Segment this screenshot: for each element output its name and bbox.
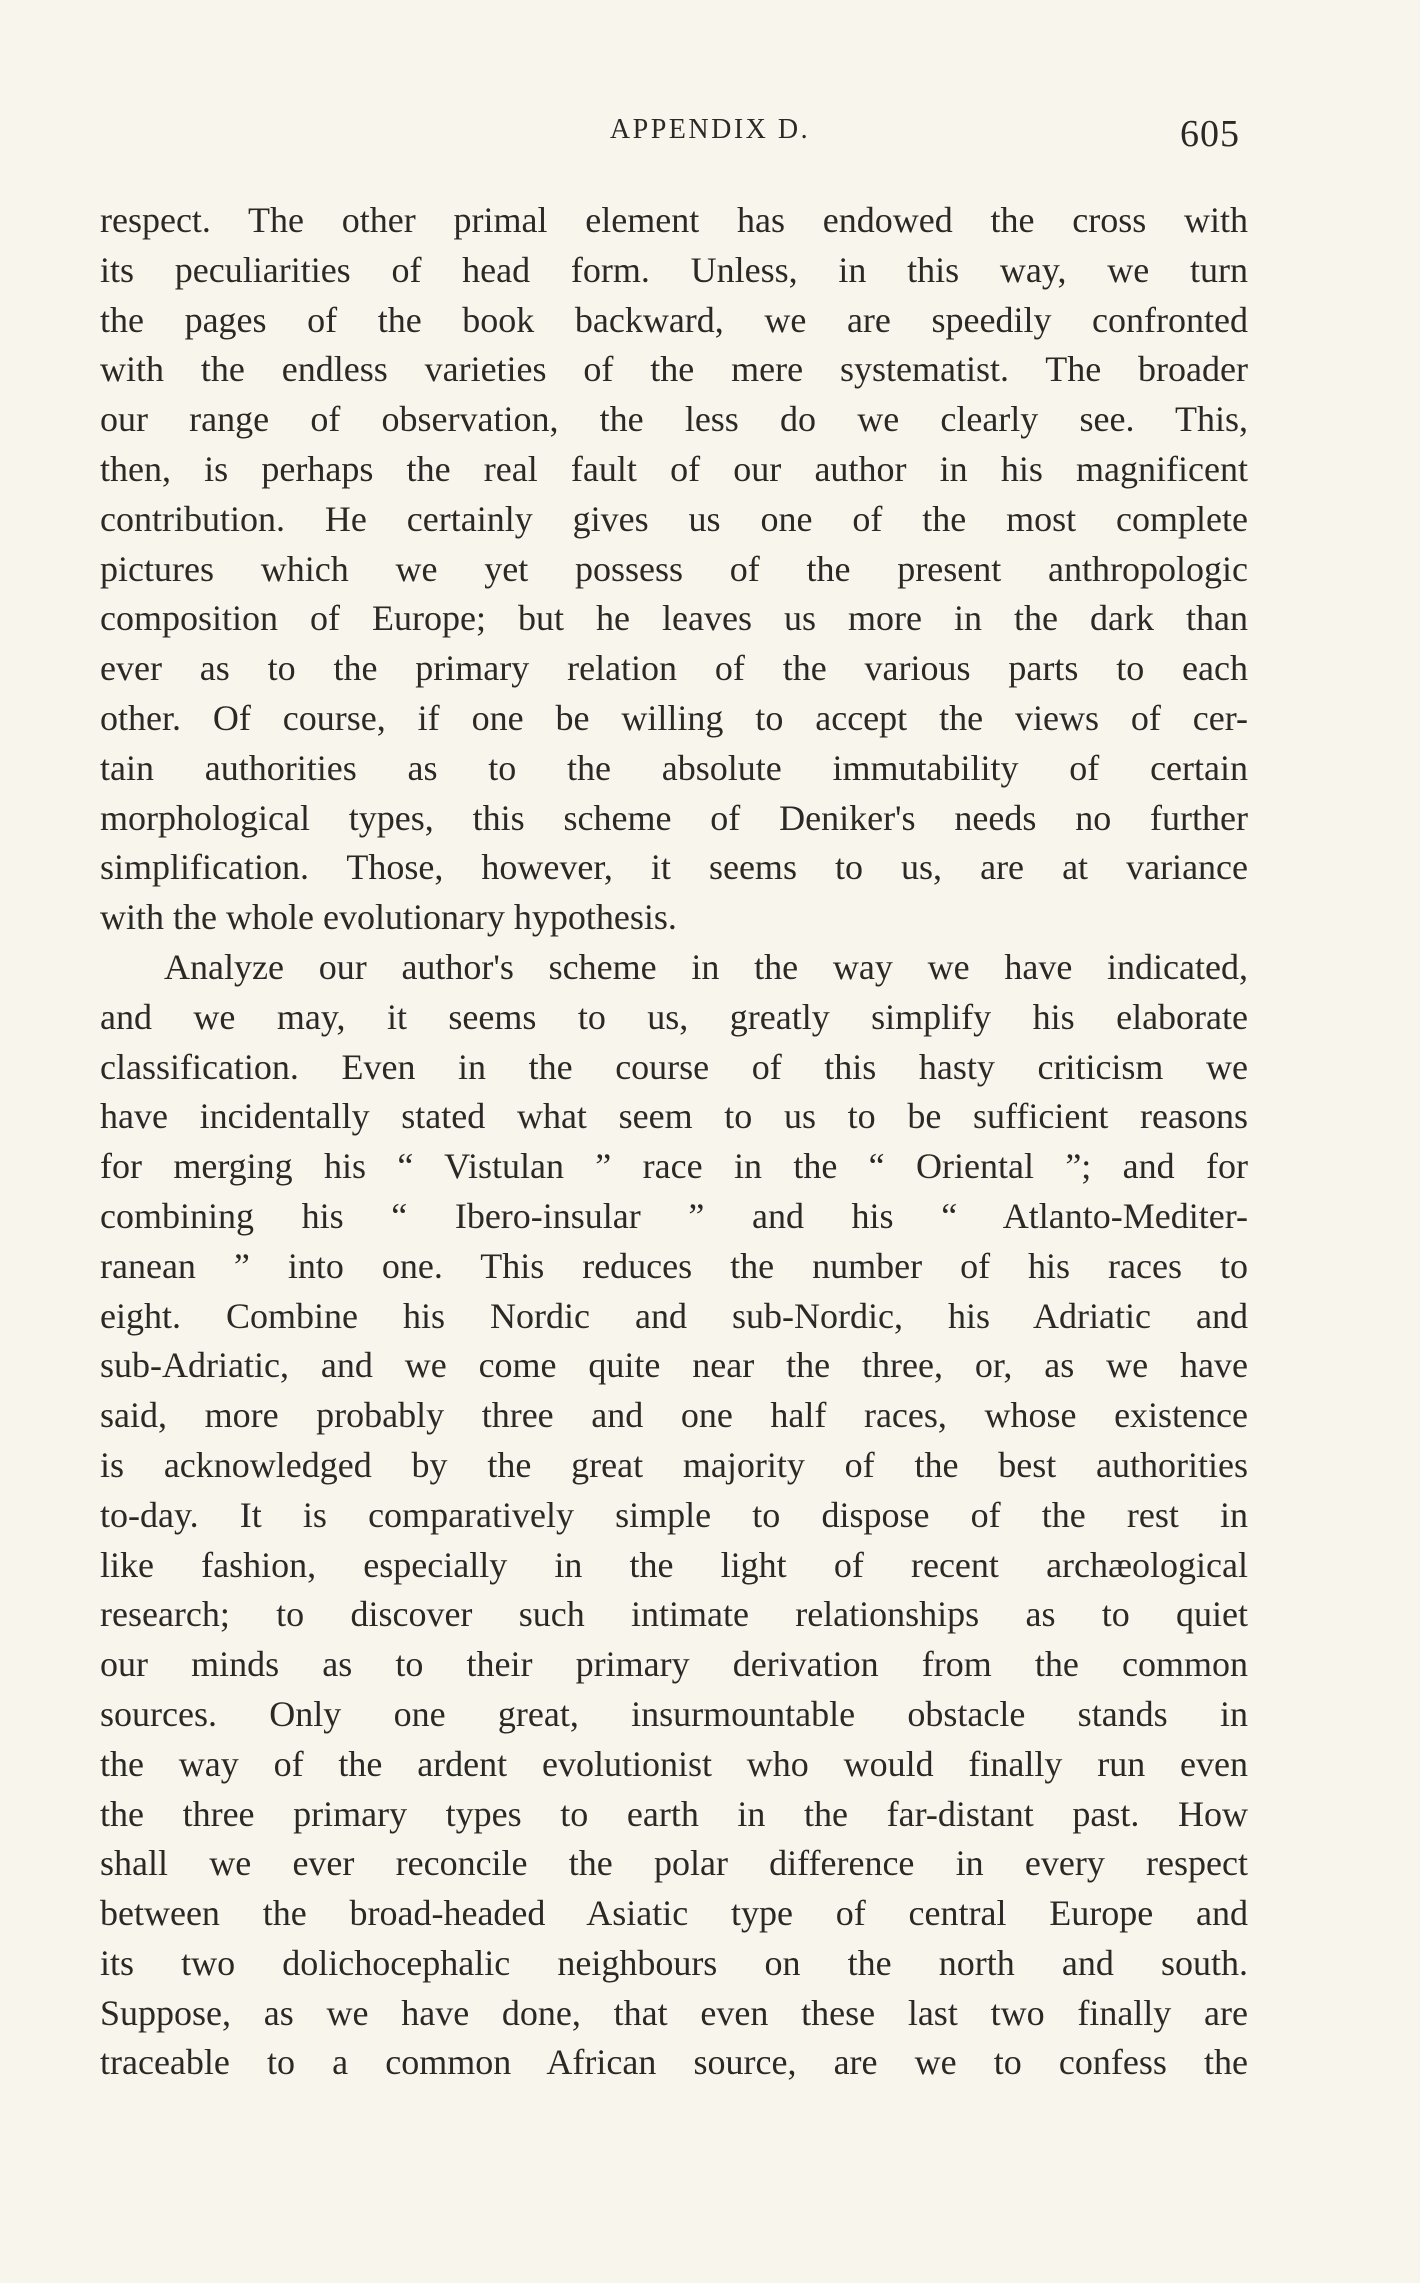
text-line: is acknowledged by the great majority of the best authorities <box>100 1444 1248 1485</box>
text-line: ranean ” into one. This reduces the number of his races to <box>100 1245 1248 1286</box>
text-line: shall we ever reconcile the polar difference in every respect <box>100 1843 1248 1884</box>
paragraph <box>100 196 1248 943</box>
text-line: to-day. It is comparatively simple to dispose of the rest in <box>100 1494 1248 1535</box>
text-line: classification. Even in the course of this hasty criticism we <box>100 1046 1248 1087</box>
page-number: 605 <box>1180 113 1240 155</box>
text-line: contribution. He certainly gives us one of the most complete <box>100 498 1248 539</box>
text-line: like fashion, especially in the light of recent archæological <box>100 1544 1248 1585</box>
text-line: ever as to the primary relation of the various parts to each <box>100 648 1248 689</box>
text-line: tain authorities as to the absolute immutability of certain <box>100 747 1248 788</box>
text-line: its two dolichocephalic neighbours on the north and south. <box>100 1942 1248 1983</box>
text-line: sub-Adriatic, and we come quite near the three, or, as we have <box>100 1345 1248 1386</box>
text-line: the three primary types to earth in the far-distant past. How <box>100 1793 1248 1834</box>
paragraph <box>100 943 1248 2088</box>
text-line: sources. Only one great, insurmountable obstacle stands in <box>100 1693 1248 1734</box>
text-line: research; to discover such intimate relationships as to quiet <box>100 1594 1248 1635</box>
text-line: morphological types, this scheme of Deniker's needs no further <box>100 797 1248 838</box>
text-line: other. Of course, if one be willing to accept the views of cer- <box>100 697 1248 738</box>
text-line: our range of observation, the less do we clearly see. This, <box>100 399 1248 440</box>
text-line: said, more probably three and one half races, whose existence <box>100 1395 1248 1436</box>
text-line: for merging his “ Vistulan ” race in the “ Oriental ”; and for <box>100 1146 1248 1187</box>
text-line: respect. The other primal element has endowed the cross with <box>100 200 1248 240</box>
text-line: its peculiarities of head form. Unless, in this way, we turn <box>100 249 1248 290</box>
text-line: the pages of the book backward, we are speedily confronted <box>100 299 1248 340</box>
running-title: APPENDIX D. <box>609 114 811 145</box>
text-line: traceable to a common African source, are we to confess the <box>100 2042 1248 2083</box>
text-line: our minds as to their primary derivation from the common <box>100 1644 1248 1685</box>
text-line: have incidentally stated what seem to us to be sufficient reasons <box>100 1096 1248 1137</box>
text-line: the way of the ardent evolutionist who would finally run even <box>100 1743 1248 1784</box>
body-text <box>100 196 1248 2088</box>
running-head <box>0 112 1420 162</box>
text-line: then, is perhaps the real fault of our author in his magnificent <box>100 448 1248 489</box>
text-line: Analyze our author's scheme in the way we have indicated, <box>164 946 1248 987</box>
text-line: eight. Combine his Nordic and sub-Nordic, his Adriatic and <box>100 1295 1248 1336</box>
text-line: combining his “ Ibero-insular ” and his “ Atlanto-Mediter- <box>100 1195 1248 1236</box>
text-line: composition of Europe; but he leaves us more in the dark than <box>100 598 1248 639</box>
text-line: with the whole evolutionary hypothesis. <box>100 897 677 938</box>
text-line: between the broad-headed Asiatic type of central Europe and <box>100 1893 1248 1934</box>
text-line: with the endless varieties of the mere systematist. The broader <box>100 349 1248 390</box>
text-line: pictures which we yet possess of the present anthropologic <box>100 548 1248 589</box>
text-line: Suppose, as we have done, that even these last two finally are <box>100 1992 1248 2033</box>
text-line: and we may, it seems to us, greatly simplify his elaborate <box>100 996 1248 1037</box>
text-line: simplification. Those, however, it seems to us, are at variance <box>100 847 1248 888</box>
